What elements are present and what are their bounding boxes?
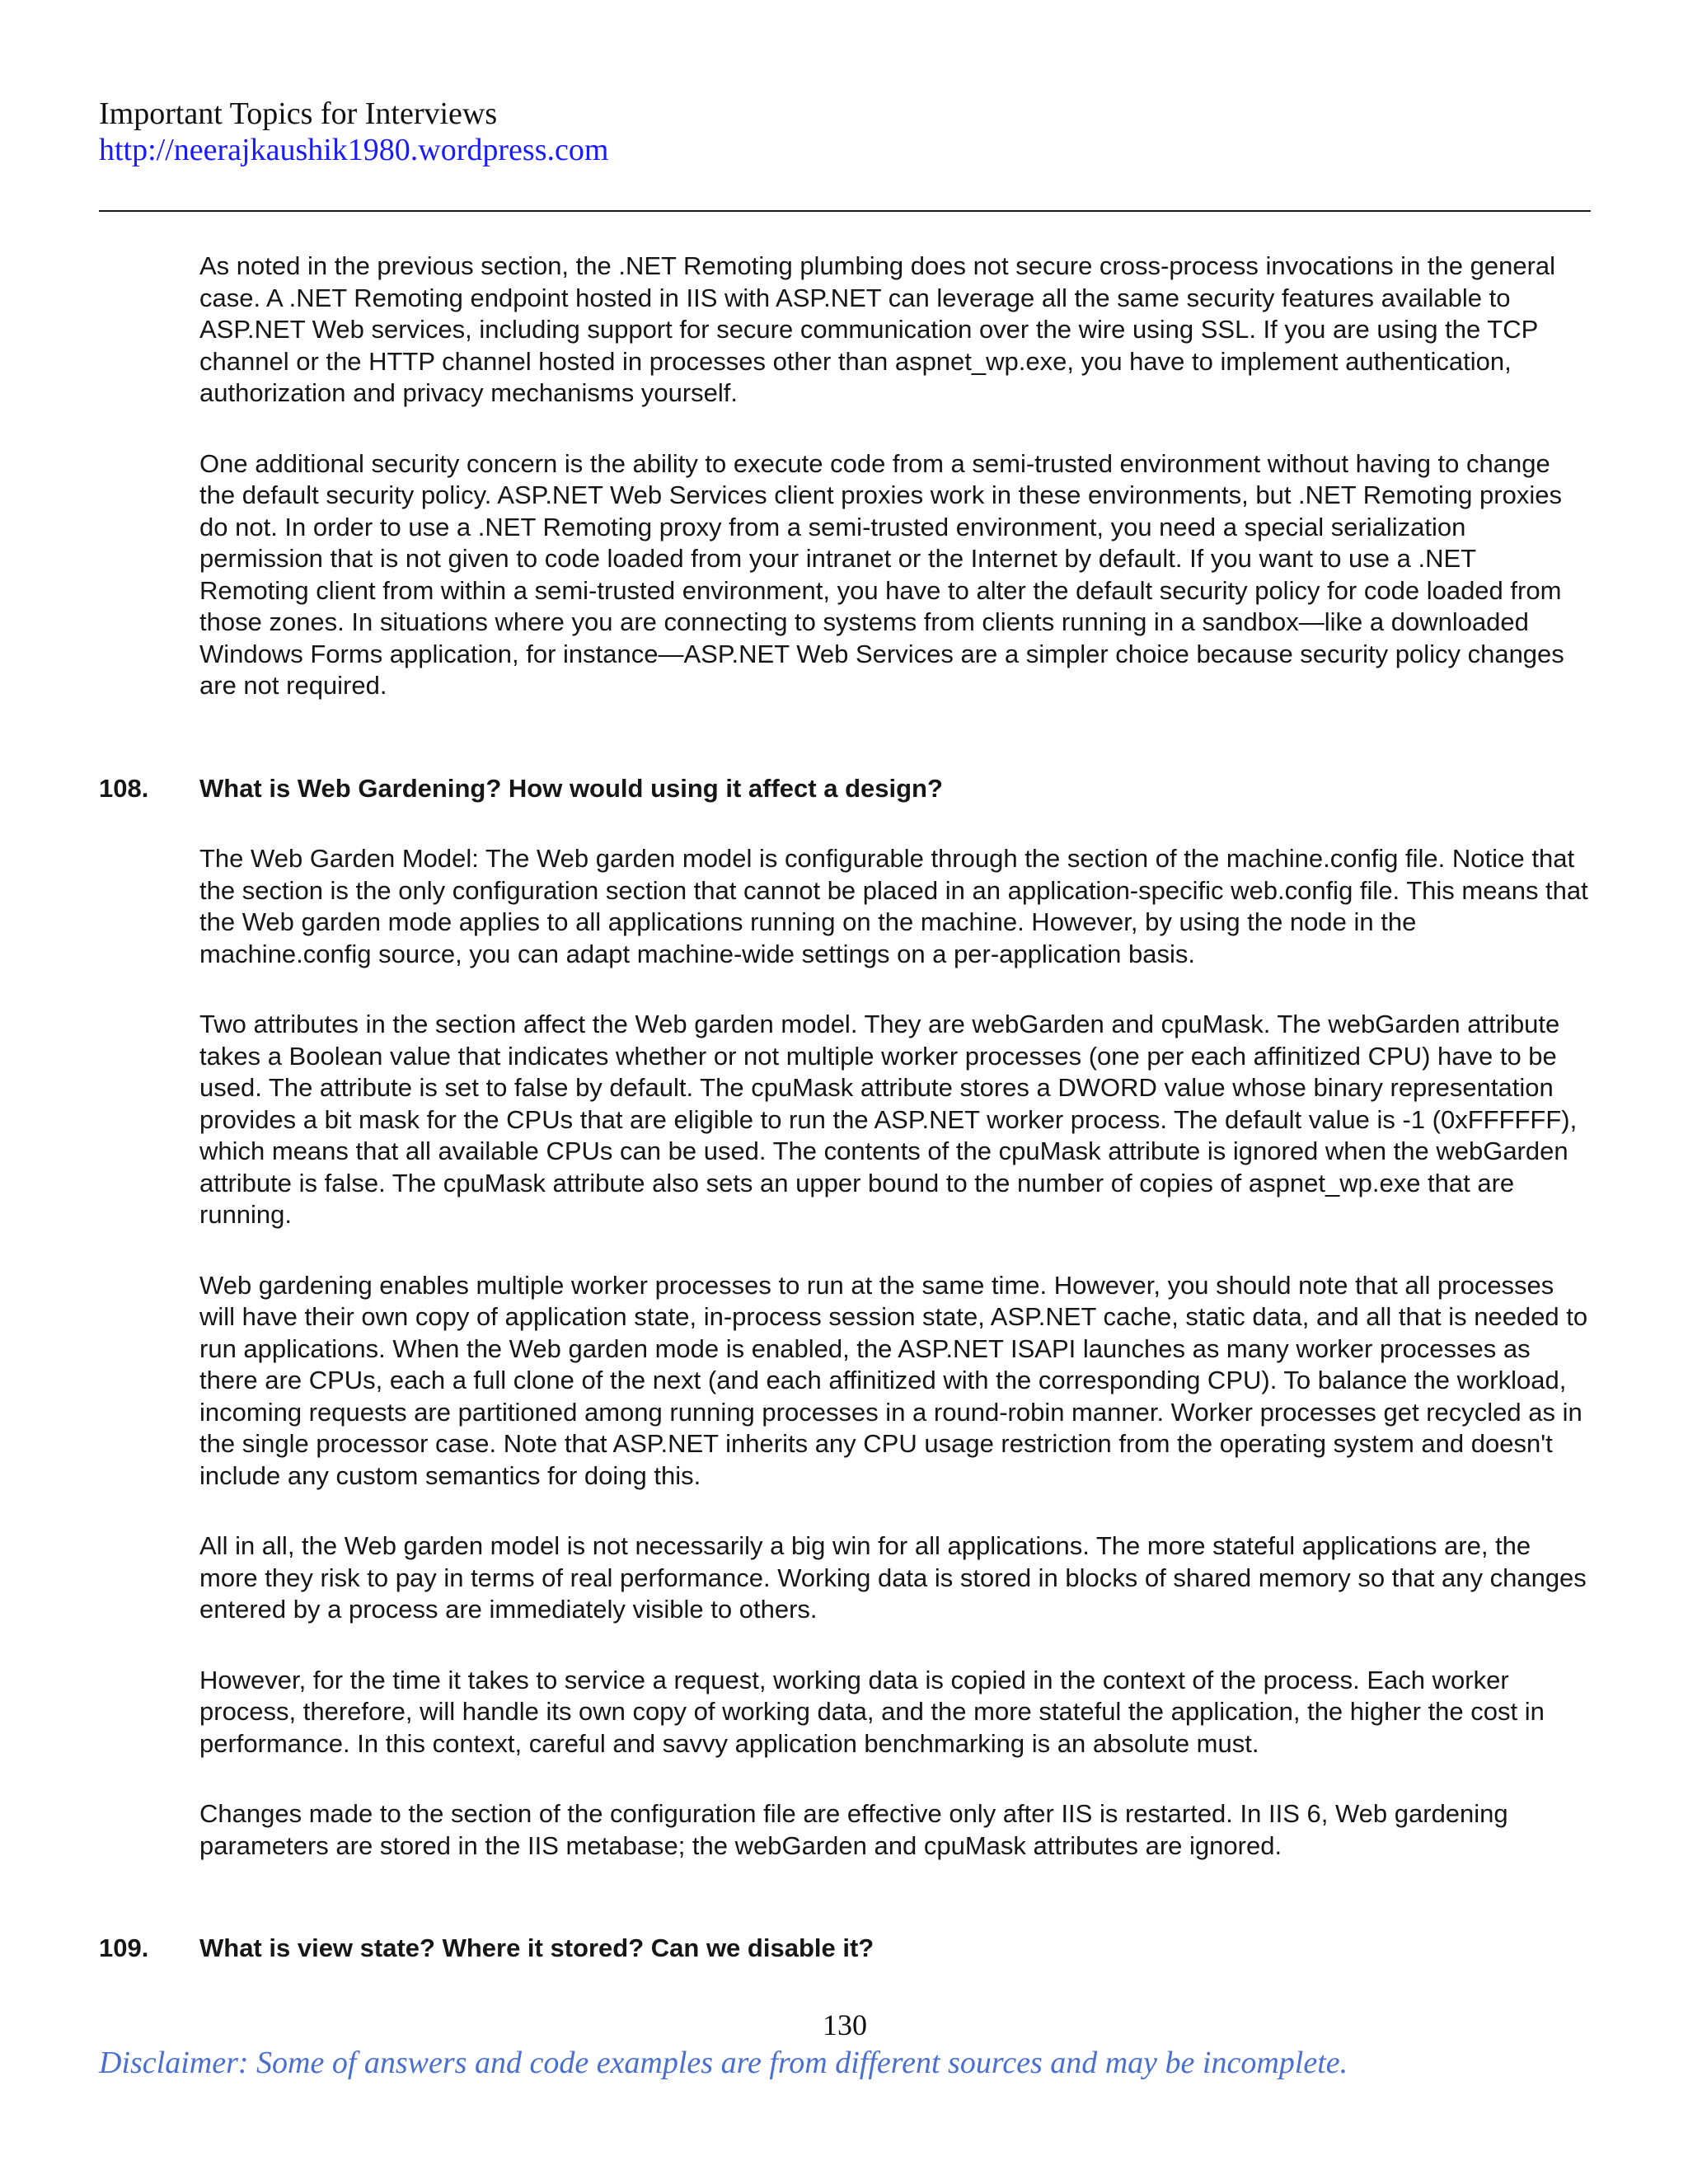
intro-paragraph: One additional security concern is the ability to execute code from a semi-trusted environment without having to change the default security policy. ASP.NET Web Services client proxies work in these environments, but .NET Remoting proxies do not. In order to use a .NET Remoting proxy from a semi-trusted environment, you need a special serialization permission that is not given to code loaded from your intranet or the Internet by default. If you want to use a .NET Remoting client from within a semi-trusted environment, you have to alter the default security policy for code loaded from those zones. In situations where you are connecting to systems from clients running in a sandbox—like a downloaded Windows Forms application, for instance—ASP.NET Web Services are a simpler choice because security policy changes are not required.	[199, 448, 1564, 700]
header-divider	[99, 210, 1591, 212]
intro-paragraph: As noted in the previous section, the .NET Remoting plumbing does not secure cross-process invocations in the general case. A .NET Remoting endpoint hosted in IIS with ASP.NET can leverage all the same security features available to ASP.NET Web services, including support for secure communication over the wire using SSL. If you are using the TCP channel or the HTTP channel hosted in processes other than aspnet_wp.exe, you have to implement authentication, authorization and privacy mechanisms yourself.	[199, 251, 1556, 407]
header-title: Important Topics for Interviews	[99, 96, 498, 131]
answer-paragraph: Two attributes in the section affect the Web garden model. They are webGarden and cpuMask. The webGarden attribute takes a Boolean value that indicates whether or not multiple worker processes (one per each affinitized CPU) have to be used. The attribute is set to false by default. The cpuMask attribute stores a DWORD value whose binary representation provides a bit mask for the CPUs that are eligible to run the ASP.NET worker process. The default value is -1 (0xFFFFFF), which means that all available CPUs can be used. The contents of the cpuMask attribute is ignored when the webGarden attribute is false. The cpuMask attribute also sets an upper bound to the number of copies of aspnet_wp.exe that are running.	[199, 1010, 1578, 1229]
answer-paragraph: However, for the time it takes to service a request, working data is copied in the context of the process. Each worker process, therefore, will handle its own copy of working data, and the more stateful the application, the higher the cost in performance. In this context, careful and savvy application benchmarking is an absolute must.	[199, 1665, 1545, 1758]
question-108-heading	[99, 773, 1591, 805]
question-text: What is view state? Where it stored? Can we disable it?	[199, 1933, 874, 1962]
answer-paragraph: The Web Garden Model: The Web garden model is configurable through the section of the machine.config file. Notice that the section is the only configuration section that cannot be placed in an application-specific web.config file. This means that the Web garden mode applies to all applications running on the machine. However, by using the node in the machine.config source, you can adapt machine-wide settings on a per-application basis.	[199, 844, 1588, 968]
disclaimer-text: Disclaimer: Some of answers and code examples are from different sources and may be incomplete.	[99, 2046, 1348, 2080]
question-number: 109.	[99, 1933, 149, 1962]
question-109-heading	[99, 1933, 1591, 1965]
page-footer	[99, 2008, 1591, 2082]
answer-paragraph: Changes made to the section of the configuration file are effective only after IIS is restarted. In IIS 6, Web gardening parameters are stored in the IIS metabase; the webGarden and cpuMask attributes are ignored.	[199, 1799, 1508, 1860]
page-content	[99, 251, 1591, 2004]
question-text: What is Web Gardening? How would using it affect a design?	[199, 773, 943, 803]
answer-paragraph: All in all, the Web garden model is not necessarily a big win for all applications. The more stateful applications are, the more they risk to pay in terms of real performance. Working data is stored in blocks of shared memory so that any changes entered by a process are immediately visible to others.	[199, 1531, 1587, 1624]
question-number: 108.	[99, 773, 149, 803]
page-number: 130	[823, 2008, 867, 2041]
answer-paragraph: Web gardening enables multiple worker processes to run at the same time. However, you should note that all processes will have their own copy of application state, in-process session state, ASP.NET cache, static data, and all that is needed to run applications. When the Web garden mode is enabled, the ASP.NET ISAPI launches as many worker processes as there are CPUs, each a full clone of the next (and each affinitized with the corresponding CPU). To balance the workload, incoming requests are partitioned among running processes in a round-robin manner. Worker processes get recycled as in the single processor case. Note that ASP.NET inherits any CPU usage restriction from the operating system and doesn't include any custom semantics for doing this.	[199, 1270, 1588, 1490]
page-header	[99, 96, 1591, 168]
header-url-link[interactable]: http://neerajkaushik1980.wordpress.com	[99, 133, 609, 167]
